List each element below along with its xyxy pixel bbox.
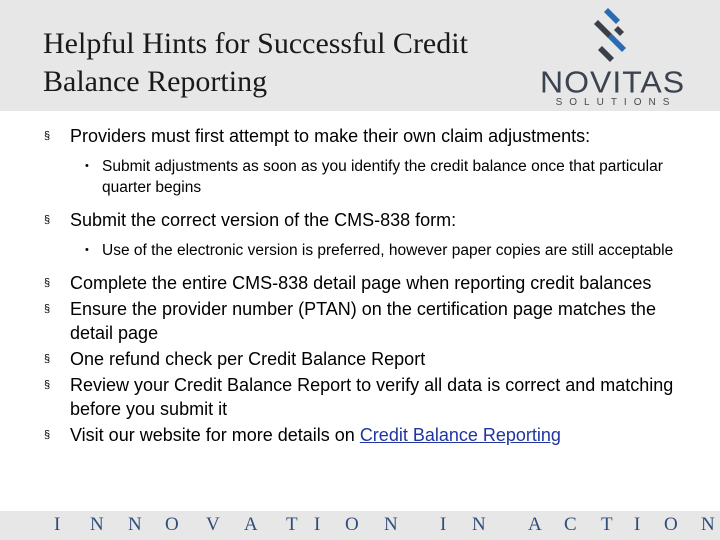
sub-bullet-icon: • [85,160,89,172]
bullet-icon: § [44,429,51,441]
footer-letter: C [564,514,579,535]
footer-letter: O [345,514,361,535]
list-item-text: One refund check per Credit Balance Report [70,349,426,369]
footer-letter: N [128,514,144,535]
logo-subtitle: SOLUTIONS [555,97,677,108]
list-item [43,347,693,371]
novitas-logo [540,6,686,108]
novitas-mark-icon [590,6,630,64]
footer-letter: I [314,514,323,535]
sub-list-item [43,240,693,261]
slide-title-line-1: Helpful Hints for Successful Credit [43,27,468,60]
credit-balance-reporting-link[interactable]: Credit Balance Reporting [359,425,561,445]
footer-letter: N [701,514,717,535]
sub-list-item-text: Submit adjustments as soon as you identify the credit balance once that particular quarter begins [102,158,663,196]
bullet-icon: § [44,379,51,391]
list-item-text: Complete the entire CMS-838 detail page when reporting credit balances [70,273,652,293]
footer-letter: A [528,514,544,535]
footer-letter: T [286,514,300,535]
footer-letter: T [601,514,615,535]
footer-letter: I [440,514,449,535]
footer-letter: I [634,514,643,535]
slide-title [43,25,523,101]
footer-letter: I [54,514,63,535]
slide-body [43,124,693,449]
list-item [43,373,693,421]
footer-letter: N [90,514,106,535]
logo-wordmark: NOVITAS [540,64,686,100]
footer-letter: O [664,514,680,535]
list-item-text: Submit the correct version of the CMS-838 form: [70,210,457,230]
sub-bullet-icon: • [85,244,89,256]
bullet-icon: § [44,353,51,365]
bullet-icon: § [44,130,51,142]
list-item-text: Review your Credit Balance Report to verify all data is correct and matching before you submit it [70,375,674,419]
footer-letter: O [165,514,181,535]
bullet-icon: § [44,277,51,289]
sub-list-item [43,156,693,198]
bullet-list [43,124,693,447]
list-item-text: Providers must first attempt to make their own claim adjustments: [70,126,591,146]
sub-list-item-text: Use of the electronic version is preferred, however paper copies are still acceptable [102,242,674,259]
bullet-icon: § [44,214,51,226]
footer-letter: N [472,514,488,535]
title-bar [0,0,720,111]
footer-letter: N [384,514,400,535]
bullet-icon: § [44,303,51,315]
list-item [43,297,693,345]
list-item-text: Visit our website for more details on [70,425,360,445]
list-item [43,271,693,295]
list-item [43,423,693,447]
footer-letter: V [206,514,222,535]
list-item [43,208,693,232]
footer-banner [0,511,720,540]
list-item [43,124,693,148]
footer-letter: A [244,514,260,535]
slide-title-line-2: Balance Reporting [43,65,268,98]
list-item-text: Ensure the provider number (PTAN) on the certification page matches the detail page [70,299,656,343]
